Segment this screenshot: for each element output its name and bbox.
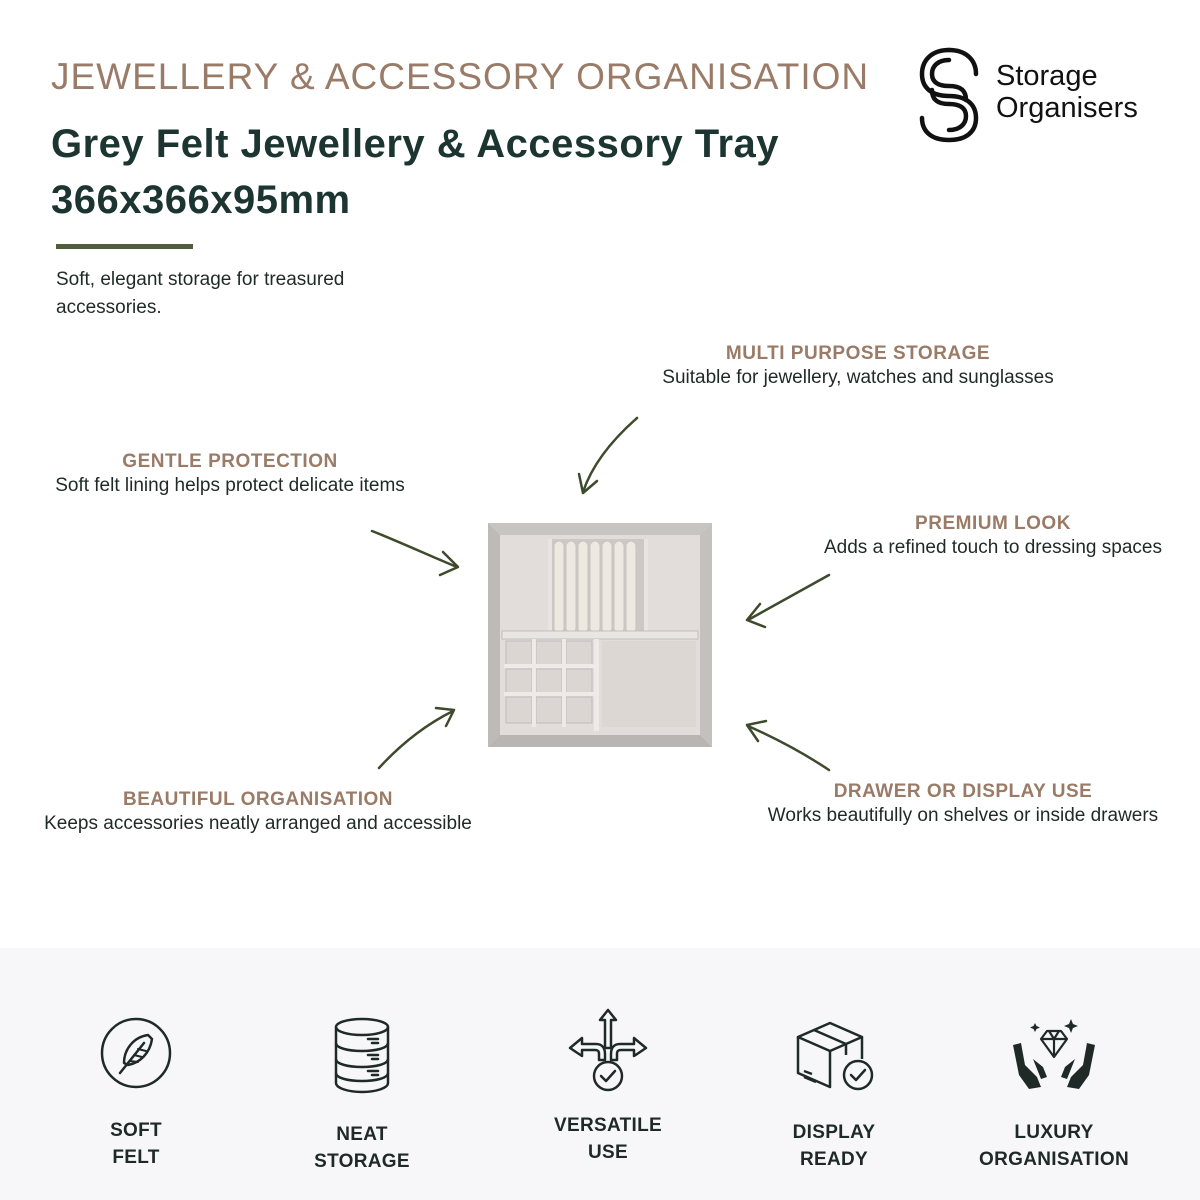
benefit-label-line-2: ORGANISATION [979, 1149, 1129, 1170]
benefit-neat-storage [262, 1015, 462, 1175]
box-check-icon [792, 1015, 876, 1093]
benefit-label-line-1: DISPLAY [792, 1122, 876, 1143]
feature-gentle-protection [0, 450, 460, 498]
hands-diamond-icon [1009, 1015, 1099, 1093]
feature-heading: BEAUTIFUL ORGANISATION [123, 789, 393, 810]
storage-stack-icon [324, 1015, 400, 1095]
feature-text: Keeps accessories neatly arranged and accessible [44, 813, 472, 834]
feather-icon [98, 1015, 174, 1091]
feature-text: Adds a refined touch to dressing spaces [824, 537, 1162, 558]
accent-divider [56, 244, 193, 249]
benefit-label [734, 1119, 934, 1173]
benefit-label [508, 1112, 708, 1166]
tray-product-image [488, 523, 712, 747]
benefit-label-line-2: FELT [112, 1147, 160, 1168]
title-line-2: 366x366x95mm [51, 178, 351, 222]
feature-text: Suitable for jewellery, watches and sunglasses [662, 367, 1054, 388]
title-line-1: Grey Felt Jewellery & Accessory Tray [51, 122, 780, 166]
benefit-label [262, 1121, 462, 1175]
benefit-label [954, 1119, 1154, 1173]
brand-name [996, 60, 1138, 124]
feature-beautiful-organisation [8, 788, 508, 836]
feature-multi-purpose [608, 342, 1108, 390]
brand-name-line-1: Storage [996, 60, 1098, 92]
eyebrow-title: JEWELLERY & ACCESSORY ORGANISATION [51, 56, 870, 97]
benefit-label-line-2: USE [588, 1142, 628, 1163]
feature-text: Works beautifully on shelves or inside drawers [767, 805, 1159, 826]
benefit-display-ready [734, 1015, 934, 1173]
benefit-label-line-2: READY [799, 1149, 868, 1170]
intro-text: Soft, elegant storage for treasured accessories. [56, 269, 345, 318]
feature-heading: MULTI PURPOSE STORAGE [725, 343, 991, 364]
benefit-label-line-1: SOFT [110, 1120, 162, 1141]
brand-name-line-2: Organisers [996, 92, 1138, 124]
benefit-label-line-2: STORAGE [314, 1151, 410, 1172]
benefit-label-line-1: VERSATILE [554, 1115, 662, 1136]
page-title [51, 116, 779, 228]
benefit-soft-felt [36, 1015, 236, 1171]
brand-logo-icon [918, 46, 980, 144]
benefit-label-line-1: NEAT [336, 1124, 388, 1145]
benefit-luxury-organisation [954, 1015, 1154, 1173]
feature-heading: GENTLE PROTECTION [122, 451, 338, 472]
benefit-label-line-1: LUXURY [1014, 1122, 1094, 1143]
feature-heading: PREMIUM LOOK [915, 513, 1071, 534]
directions-check-icon [566, 1008, 650, 1092]
benefit-label [36, 1117, 236, 1171]
feature-heading: DRAWER OR DISPLAY USE [833, 781, 1093, 802]
feature-text: Soft felt lining helps protect delicate items [55, 475, 405, 496]
benefit-versatile-use [508, 1008, 708, 1166]
feature-drawer-display [732, 780, 1194, 828]
feature-premium-look [786, 512, 1200, 560]
